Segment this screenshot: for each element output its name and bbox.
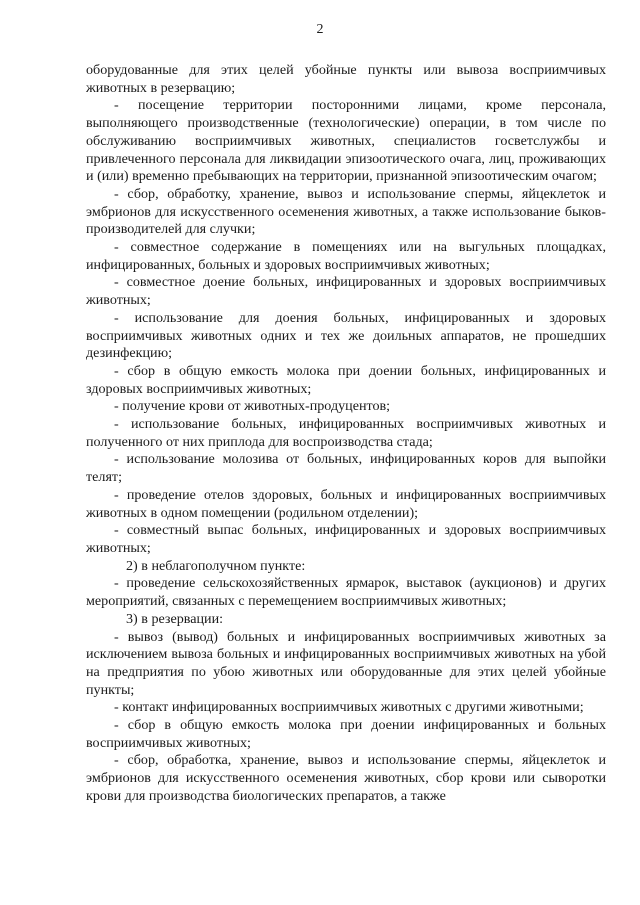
list-item: - использование молозива от больных, инфицированных коров для выпойки телят; bbox=[86, 451, 606, 486]
page-number: 2 bbox=[316, 22, 324, 37]
list-item: - контакт инфицированных восприимчивых животных с другими животными; bbox=[114, 699, 584, 716]
list-item: - совместный выпас больных, инфицированных и здоровых восприимчивых животных; bbox=[86, 522, 606, 556]
list-item: - посещение территории посторонними лицами, кроме персонала, выполняющего производственные (технологические) операции, в том числе по обслуживанию восприимчивых животных, специалистов госветслужбы и привлеченного персонала для ликвидации эпизоотического очага, лиц, проживающих и (или) временно пребывающих на территории, признанной эпизоотическим очагом; bbox=[86, 97, 606, 185]
list-item: - сбор в общую емкость молока при доении больных, инфицированных и здоровых восприимчивых животных; bbox=[86, 362, 606, 397]
section-heading: 2) в неблагополучном пункте: bbox=[126, 557, 306, 574]
document-body bbox=[86, 62, 606, 806]
list-item: - сбор, обработка, хранение, вывоз и использование спермы, яйцеклеток и эмбрионов для искусственного осеменения животных, сбор крови или сыворотки крови для производства биологических препаратов, а также bbox=[86, 752, 606, 804]
list-item: - совместное доение больных, инфицированных и здоровых восприимчивых животных; bbox=[86, 274, 606, 309]
list-item: - использование больных, инфицированных восприимчивых животных и полученного от них приплода для воспроизводства стада; bbox=[86, 416, 606, 450]
list-item: - использование для доения больных, инфицированных и здоровых восприимчивых животных одних и тех же доильных аппаратов, не прошедших дезинфекцию; bbox=[86, 309, 606, 362]
list-item: - вывоз (вывод) больных и инфицированных восприимчивых животных за исключением вывоза больных и инфицированных восприимчивых животных на убой на предприятия по убою животных или оборудованные для этих целей убойные пункты; bbox=[86, 628, 606, 698]
list-item: - проведение отелов здоровых, больных и инфицированных восприимчивых животных в одном помещении (родильном отделении); bbox=[86, 486, 606, 521]
list-item: - совместное содержание в помещениях или на выгульных площадках, инфицированных, больных и здоровых восприимчивых животных; bbox=[86, 239, 606, 273]
list-item: - проведение сельскохозяйственных ярмарок, выставок (аукционов) и других мероприятий, связанных с перемещением восприимчивых животных; bbox=[86, 575, 606, 610]
list-item: - сбор в общую емкость молока при доении инфицированных и больных восприимчивых животных; bbox=[86, 717, 606, 751]
paragraph: оборудованные для этих целей убойные пункты или вывоза восприимчивых животных в резервацию; bbox=[86, 62, 606, 96]
list-item: - сбор, обработку, хранение, вывоз и использование спермы, яйцеклеток и эмбрионов для искусственного осеменения животных, а также использование быков-производителей для случки; bbox=[86, 185, 606, 238]
list-item: - получение крови от животных-продуцентов; bbox=[114, 398, 391, 415]
section-heading: 3) в резервации: bbox=[126, 610, 224, 627]
